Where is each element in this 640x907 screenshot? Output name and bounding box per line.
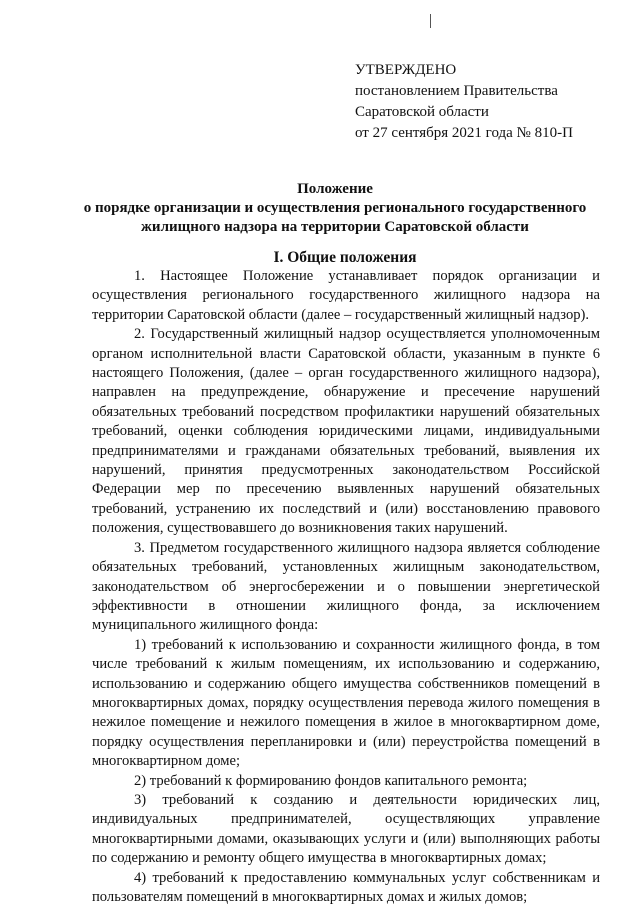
title-line: жилищного надзора на территории Саратовской области xyxy=(141,219,529,235)
document-body xyxy=(92,267,600,907)
approval-line: Саратовской области xyxy=(355,104,489,120)
paragraph: 3. Предметом государственного жилищного надзора является соблюдение обязательных требований, установленных жилищным законодательством, законодательством об энергосбережении и о повышении энергетической эффективности в отношении жилищного фонда, за исключением муниципального жилищного фонда: xyxy=(92,539,600,634)
title-line: о порядке организации и осуществления регионального государственного xyxy=(83,200,587,216)
approval-date-line: от 27 сентября 2021 года № 810-П xyxy=(355,125,573,141)
paragraph: 2. Государственный жилищный надзор осуществляется уполномоченным органом исполнительной власти Саратовской области, указанным в пункте 6 настоящего Положения, (далее – орган государственного жилищного надзора), направлен на предупреждение, обнаружение и пресечение нарушений обязательных требований посредством профилактики нарушений обязательных требований, оценки соблюдения юридическими лицами, индивидуальными предпринимателями и гражданами обязательных требований, выявления их нарушений, принятия предусмотренных законодательством Российской Федерации мер по пресечению выявленных нарушений обязательных требований, устранению их последствий и (или) восстановлению правового положения, существовавшего до возникновения таких нарушений. xyxy=(92,326,600,537)
section-heading: I. Общие положения xyxy=(273,249,417,266)
document-title xyxy=(80,180,590,237)
list-item: 4) требований к предоставлению коммунальных услуг собственникам и пользователям помещений в многоквартирных домах и жилых домов; xyxy=(92,869,600,905)
list-item: 3) требований к созданию и деятельности юридических лиц, индивидуальных предпринимателей, осуществляющих управление многоквартирными домами, оказывающих услуги и (или) выполняющих работы по содержанию и ремонту общего имущества в многоквартирных домах; xyxy=(92,791,600,867)
scan-artifact-mark xyxy=(430,14,431,28)
paragraph: 1. Настоящее Положение устанавливает порядок организации и осуществления регионального государственного жилищного надзора на территории Саратовской области (далее – государственный жилищный надзор). xyxy=(92,268,600,323)
title-line: Положение xyxy=(297,181,373,197)
approval-line: постановлением Правительства xyxy=(355,83,558,99)
approval-heading: УТВЕРЖДЕНО xyxy=(355,62,457,78)
list-item: 2) требований к формированию фондов капитального ремонта; xyxy=(134,772,528,789)
list-item: 1) требований к использованию и сохранности жилищного фонда, в том числе требований к жилым помещениям, их использованию и содержанию, использованию и содержанию общего имущества собственников помещений в многоквартирных домах, порядку осуществления перевода жилого помещения в нежилое помещение и нежилого помещения в жилое в многоквартирном доме, порядку осуществления перепланировки и (или) переустройства помещений в многоквартирном доме; xyxy=(92,636,600,770)
approval-stamp-block xyxy=(355,60,625,144)
